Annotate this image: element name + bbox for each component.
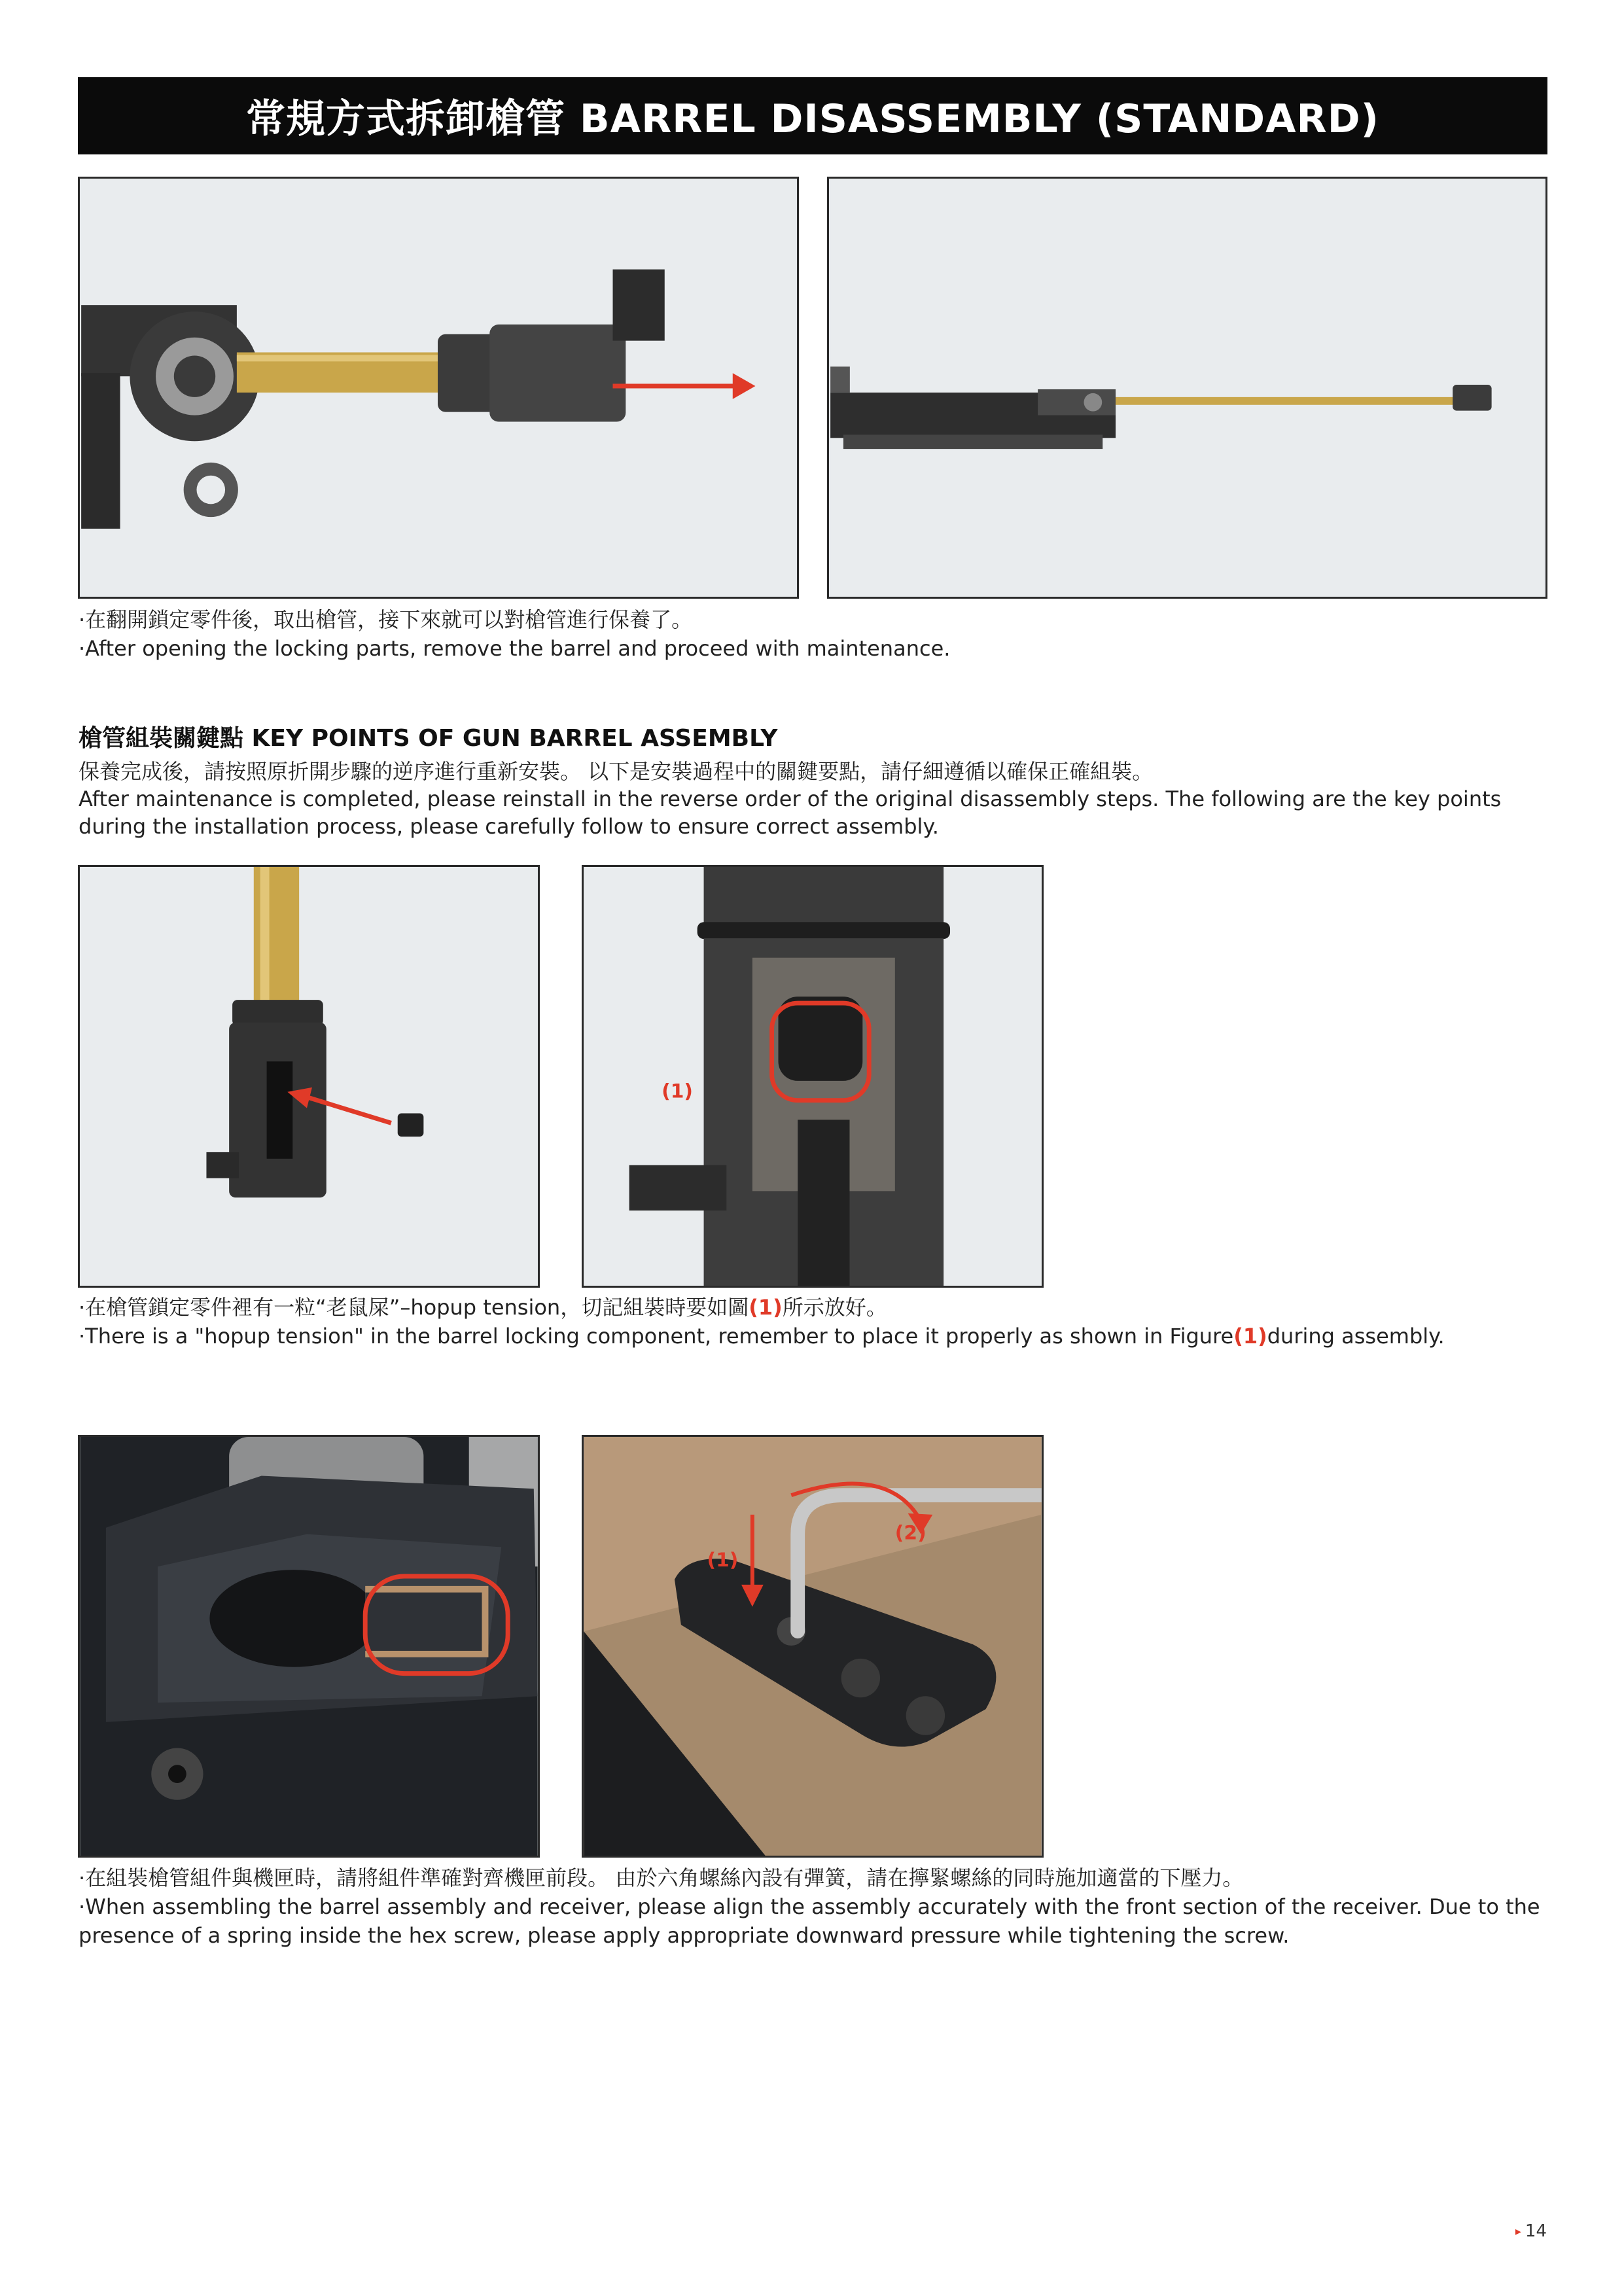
- page-number: [1515, 2221, 1547, 2241]
- section4-caption: [79, 1863, 1557, 1950]
- section3-caption-zh-text-after: 所示放好。: [782, 1295, 887, 1320]
- callout-1: (1): [707, 1549, 739, 1572]
- section3-caption-en: [79, 1322, 1445, 1351]
- section3-caption-zh-mark: (1): [749, 1295, 783, 1320]
- photo-hopup-tension-placed: [582, 865, 1044, 1288]
- section3-caption: [79, 1293, 1445, 1351]
- page-marker-icon: ▸: [1515, 2224, 1521, 2238]
- section2-title: 槍管組裝關鍵點 KEY POINTS OF GUN BARREL ASSEMBLY: [79, 725, 778, 752]
- page-title-banner: [78, 77, 1547, 154]
- section4-caption-zh: ·在組裝槍管組件與機匣時，請將組件準確對齊機匣前段。 由於六角螺絲內設有彈簧，請在擰緊螺絲的同時施加適當的下壓力。: [79, 1865, 1244, 1890]
- photo-barrel-removal-closeup: [78, 177, 799, 599]
- photo-receiver-alignment: [78, 1435, 540, 1858]
- section3-caption-zh-text-before: ·在槍管鎖定零件裡有一粒“老鼠屎”–hopup tension，切記組裝時要如圖: [79, 1295, 749, 1320]
- section1-caption-en: ·After opening the locking parts, remove the barrel and proceed with maintenance.: [79, 636, 951, 661]
- section3-caption-en-mark: (1): [1233, 1324, 1267, 1349]
- photo-hex-screw-tighten: [582, 1435, 1044, 1858]
- section3-caption-en-text-before: ·There is a "hopup tension" in the barrel locking component, remember to place it properly as shown in Figure: [79, 1324, 1234, 1349]
- hopup-tension-part: [778, 997, 862, 1081]
- removed-barrel: [1116, 397, 1479, 405]
- page-number-text: 14: [1525, 2221, 1547, 2241]
- section3-caption-zh: [79, 1293, 1445, 1322]
- section2-intro: [79, 758, 1557, 840]
- barrel-removed-illustration: [829, 179, 1545, 597]
- photo-hopup-tension-insert: [78, 865, 540, 1288]
- barrel-closeup-illustration: [80, 179, 797, 597]
- section2-intro-en: After maintenance is completed, please reinstall in the reverse order of the original disassembly steps. The following are the key points during the installation process, please carefully follow to ensure correct assembly.: [79, 786, 1502, 839]
- section1-caption-zh: ·在翻開鎖定零件後，取出槍管，接下來就可以對槍管進行保養了。: [79, 607, 693, 632]
- section2-intro-zh: 保養完成後，請按照原折開步驟的逆序進行重新安裝。 以下是安裝過程中的關鍵要點，請仔細遵循以確保正確組裝。: [79, 759, 1154, 784]
- hopup-tension-part: [398, 1113, 424, 1137]
- callout-1: (1): [662, 1080, 694, 1103]
- hex-screw-illustration: [584, 1437, 1042, 1856]
- section4-caption-en: ·When assembling the barrel assembly and receiver, please align the assembly accurately with the front section of the receiver. Due to the presence of a spring inside the hex screw, please apply appropriate downward pressure while tightening the screw.: [79, 1894, 1540, 1948]
- receiver-alignment-illustration: [80, 1437, 538, 1856]
- section1-caption: [79, 605, 950, 663]
- hopup-placed-illustration: [584, 867, 1042, 1286]
- photo-barrel-removed-full: [827, 177, 1547, 599]
- hopup-insert-illustration: [80, 867, 538, 1286]
- callout-2: (2): [894, 1521, 927, 1545]
- section3-caption-en-text-after: during assembly.: [1267, 1324, 1445, 1349]
- page-title: 常規方式拆卸槍管 BARREL DISASSEMBLY (STANDARD): [246, 96, 1379, 142]
